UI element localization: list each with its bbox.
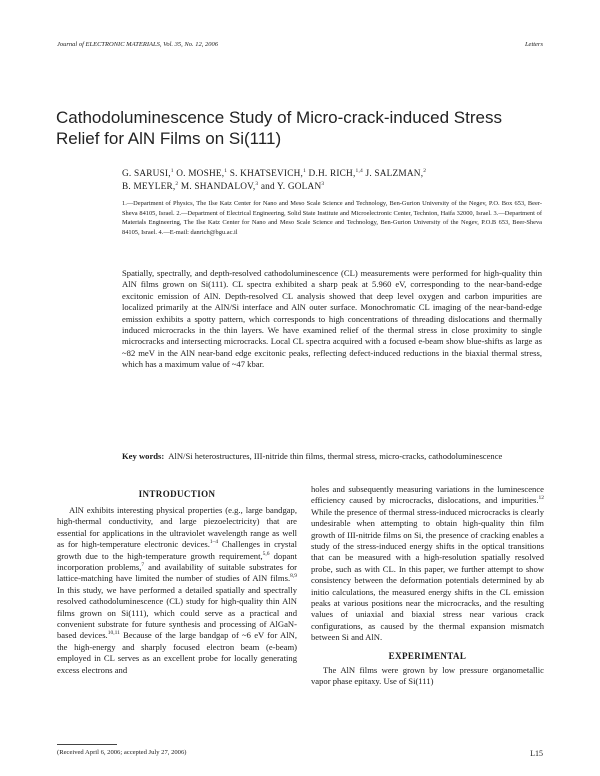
text-run: While the presence of thermal stress-induced microcracks is clearly undesirable when attempting to obtain high-quality thin film growth of III-nitride films on Si, the presence of cracking enables a study of the stress-induced energy shifts in the optical transitions that can be measured with a high-resolution spatially resolved probe, such as with CL. In this paper, we further attempt to show consistency between the deformation potentials determined by ab initio calculations, the measured energy shifts in the CL emission peaks at various positions near the microcracks, and the resulting values of uniaxial and biaxial stress near various crack configurations, as caused by the thermal expansion mismatch between Si and AlN. — [311, 506, 544, 643]
author-affiliation-mark: 2 — [423, 167, 427, 174]
citation-reference: 12 — [538, 495, 544, 502]
text-run: In this study, we have performed a detailed spatially and spectrally resolved cathodoluminescence (CL) study for high-quality thin AlN films grown on Si(111), which could serve as a practical and convenient substrate for future synthesis and processing of AlGaN-based devices. — [57, 584, 297, 641]
abstract: Spatially, spectrally, and depth-resolved cathodoluminescence (CL) measurements were performed for high-quality thin AlN films grown on Si(111). CL spectra exhibited a sharp peak at 5.960 eV, corresponding to the near-band-edge excitonic emission of AlN. Depth-resolved CL analysis showed that deep level oxygen and carbon impurities are localized primarily at the AlN/Si interface and AlN outer surface. Monochromatic CL imaging of the near-band-edge emission exhibits a spotty pattern, which corresponds to high concentrations of threading dislocations and thermally induced microcracks in the thin layers. We have examined relief of the thermal stress in close proximity to single microcracks and intersecting microcracks. Local CL spectra acquired with a focused e-beam show blue-shifts as large as ~82 meV in the AlN near-band edge excitonic peaks, reflecting defect-induced reductions in the biaxial thermal stress, which has a maximum value of ~47 kbar. — [122, 268, 542, 370]
text-run: and availability of suitable substrates for lattice-matching have limited the number of studies of AlN films. — [57, 562, 297, 584]
author-affiliation-mark: 3 — [321, 180, 325, 187]
author-affiliation-mark: 1 — [170, 167, 174, 174]
author-list — [122, 168, 542, 193]
text-run: Because of the large bandgap of ~6 eV for AlN, the high-energy and sharply focused electron beam (e-beam) employed in CL serves as an excellent probe for locally generating excess electrons and — [57, 630, 297, 675]
author-affiliation-mark: 1 — [224, 167, 228, 174]
author-affiliation-mark: 1 — [303, 167, 307, 174]
author-line-2 — [122, 181, 542, 194]
citation-reference: 10,11 — [107, 630, 120, 637]
author-name: and Y. GOLAN — [258, 181, 322, 192]
introduction-continued — [311, 484, 544, 644]
author-affiliation-mark: 2 — [175, 180, 179, 187]
author-name: O. MOSHE, — [173, 169, 225, 179]
text-run: AlN exhibits interesting physical properties (e.g., large bandgap, high-thermal conductivity, and large piezoelectricity) that are essential for applications in the ultraviolet wavelength range as well as for high-temperature electronic devices. — [57, 505, 297, 550]
text-run: Challenges in crystal growth due to the high-temperature growth requirement, — [57, 539, 297, 561]
citation-reference: 5,6 — [262, 550, 270, 557]
introduction-paragraph — [57, 505, 297, 676]
citation-reference: 8,9 — [290, 573, 297, 580]
journal-header: Journal of ELECTRONIC MATERIALS, Vol. 35, No. 12, 2006 — [57, 41, 218, 48]
keywords — [122, 451, 542, 462]
author-name: S. KHATSEVICH, — [227, 169, 304, 179]
experimental-heading: EXPERIMENTAL — [388, 650, 467, 661]
keywords-label: Key words: — [122, 451, 165, 461]
introduction-heading: INTRODUCTION — [138, 489, 216, 499]
right-column — [311, 484, 544, 688]
text-run: holes and subsequently measuring variations in the luminescence efficiency caused by microcracks, dislocations, and impurities. — [311, 484, 544, 506]
citation-reference: 1–4 — [209, 539, 219, 546]
left-column — [57, 489, 297, 676]
affiliations: 1.—Department of Physics, The Ilse Katz Center for Nano and Meso Scale Science and Technology, Ben-Gurion University of the Negev, P.O. Box 653, Beer-Sheva 84105, Israel. 2.—Department of Electrical Engineering, Solid State Institute and Microelectronic Center, Technion, Haifa 32000, Israel. 3.—Department of Materials Engineering, The Ilse Katz Center for Nano and Meso Scale Science and Technology, Ben-Gurion University of the Negev, P.O.B 653, Beer-Sheva 84105, Israel. 4.—E-mail: danrich@bgu.ac.il — [122, 200, 542, 236]
keywords-text: AlN/Si heterostructures, III-nitride thin films, thermal stress, micro-cracks, cathodoluminescence — [168, 451, 503, 461]
page-number: L15 — [530, 749, 543, 758]
author-affiliation-mark: 1,4 — [355, 167, 363, 174]
author-name: B. MEYLER, — [122, 181, 176, 192]
text-run: dopant incorporation problems, — [57, 550, 297, 573]
author-affiliation-mark: 3 — [255, 180, 259, 187]
author-name: M. SHANDALOV, — [178, 181, 256, 192]
section-label: Letters — [524, 41, 543, 48]
author-name: G. SARUSI, — [122, 169, 171, 179]
paper-title: Cathodoluminescence Study of Micro-crack-induced Stress Relief for AlN Films on Si(111) — [56, 108, 502, 148]
received-footnote: (Received April 6, 2006; accepted July 27, 2006) — [57, 749, 187, 756]
footnote-rule — [57, 744, 117, 745]
author-name: J. SALZMAN, — [362, 169, 424, 179]
author-name: D.H. RICH, — [306, 169, 356, 179]
experimental-paragraph: The AlN films were grown by low pressure organometallic vapor phase epitaxy. Use of Si(111) — [311, 664, 544, 687]
author-line-1 — [122, 168, 542, 181]
citation-reference: 7 — [141, 562, 145, 569]
